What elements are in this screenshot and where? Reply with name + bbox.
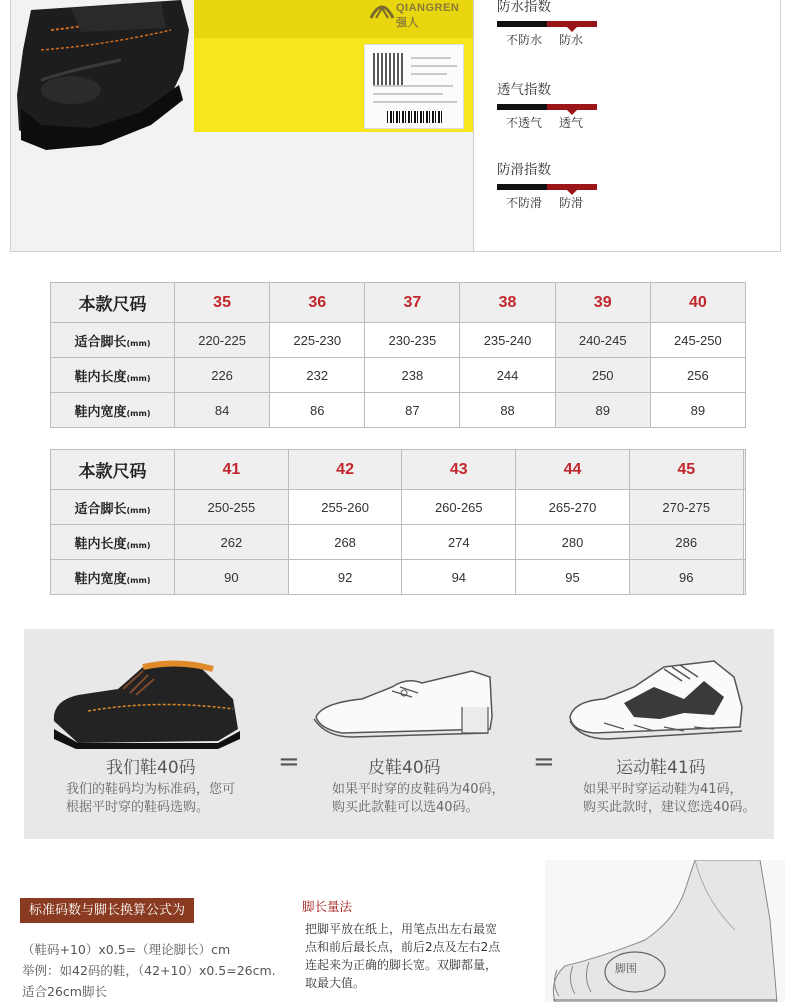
table-row: [51, 323, 746, 358]
compare-desc-line: 根据平时穿的鞋码选购。: [66, 800, 210, 815]
table-cell: 238: [365, 358, 460, 393]
table-cell: 270-275: [629, 490, 743, 525]
leather-shoe-icon: [312, 667, 502, 747]
formula-line: 适合26cm脚长: [22, 984, 107, 999]
size-cell: 42: [288, 450, 402, 490]
spec-low-label: 不防水: [506, 33, 543, 47]
size-cell: 37: [365, 283, 460, 323]
row-label-text: 鞋内宽度: [74, 404, 127, 420]
size-cell: 36: [270, 283, 365, 323]
table-cell: 94: [402, 560, 516, 595]
formula-line: （鞋码+10）x0.5=（理论脚长）cm: [22, 942, 231, 957]
compare-title: 运动鞋41码: [616, 758, 706, 778]
row-label: [51, 358, 175, 393]
table-cell: 244: [460, 358, 555, 393]
spec-title: 防水指数: [497, 0, 551, 15]
size-cell: 39: [555, 283, 650, 323]
spec-title: 防滑指数: [497, 162, 551, 178]
size-header-label: 本款尺码: [51, 450, 175, 490]
row-label: [51, 393, 175, 428]
table-cell: 286: [629, 525, 743, 560]
table-cell: 280: [516, 525, 630, 560]
equals-sign: =: [278, 747, 300, 777]
table-cell: 260-265: [402, 490, 516, 525]
row-label-text: 鞋内长度: [74, 369, 127, 385]
table-cell: 88: [460, 393, 555, 428]
table-row: [51, 525, 746, 560]
row-label-unit: (mm): [126, 575, 151, 585]
table-cell: 230-235: [365, 323, 460, 358]
compare-desc-line: 购买此款时，建议您选40码。: [583, 800, 756, 815]
table-cell: 255-260: [288, 490, 402, 525]
row-label-unit: (mm): [126, 505, 151, 515]
table-cell: 95: [516, 560, 630, 595]
measure-instructions: 把脚平放在纸上，用笔点出左右最宽点和前后最长点，前后2点及左右2点连起来为正确的脚长宽。双脚都量，取最大值。: [305, 922, 501, 990]
compare-title: 我们鞋40码: [106, 758, 196, 778]
spec-antislip: [497, 158, 597, 212]
table-cell: 225-230: [270, 323, 365, 358]
row-label-unit: (mm): [126, 408, 151, 418]
formula-title: 标准码数与脚长换算公式为: [20, 898, 194, 923]
spec-title: 透气指数: [497, 82, 551, 98]
spec-waterproof: [497, 0, 597, 49]
size-comparison-band: [24, 629, 774, 839]
panel-divider: [473, 0, 474, 251]
table-cell-empty: [743, 490, 745, 525]
table-cell: 87: [365, 393, 460, 428]
spec-low-label: 不透气: [506, 116, 543, 130]
spec-bar: [497, 21, 597, 27]
row-label-unit: (mm): [126, 338, 151, 348]
table-row: [51, 358, 746, 393]
table-cell-empty: [743, 525, 745, 560]
compare-title: 皮鞋40码: [368, 758, 441, 778]
compare-desc-line: 购买此款鞋可以选40码。: [332, 800, 479, 815]
brand-name-en: QIANGREN: [396, 2, 460, 14]
row-label: [51, 323, 175, 358]
size-cell-empty: [743, 450, 745, 490]
table-cell: 240-245: [555, 323, 650, 358]
table-cell: 250: [555, 358, 650, 393]
compare-desc-line: 如果平时穿的皮鞋码为40码，: [332, 782, 505, 797]
table-cell: 84: [175, 393, 270, 428]
table-cell: 96: [629, 560, 743, 595]
spec-breathable: [497, 78, 597, 132]
row-label-text: 鞋内长度: [74, 536, 127, 552]
brand-logo-icon: [369, 2, 395, 20]
size-cell: 44: [516, 450, 630, 490]
spec-high-label: 防水: [559, 33, 584, 47]
product-photo: [11, 0, 473, 251]
table-cell: 232: [270, 358, 365, 393]
row-label-unit: (mm): [126, 540, 151, 550]
row-label-text: 适合脚长: [74, 501, 127, 517]
table-cell: 220-225: [175, 323, 270, 358]
table-row: [51, 393, 746, 428]
size-cell: 41: [175, 450, 289, 490]
spec-labels: [497, 114, 597, 132]
safety-shoe-image: [11, 0, 201, 160]
table-cell: 89: [555, 393, 650, 428]
table-cell: 89: [650, 393, 745, 428]
spec-labels: [497, 194, 597, 212]
measure-title: 脚长量法: [302, 899, 353, 914]
size-cell: 40: [650, 283, 745, 323]
size-header-label: 本款尺码: [51, 283, 175, 323]
spec-bar: [497, 104, 597, 110]
table-cell: 235-240: [460, 323, 555, 358]
compare-desc-line: 我们的鞋码均为标准码，您可: [66, 782, 236, 797]
table-cell: 268: [288, 525, 402, 560]
size-cell: 43: [402, 450, 516, 490]
table-cell-empty: [743, 560, 745, 595]
row-label-text: 适合脚长: [74, 334, 127, 350]
size-cell: 45: [629, 450, 743, 490]
size-header-row: [51, 450, 746, 490]
foot-measure-figure: [545, 860, 785, 1002]
table-row: [51, 490, 746, 525]
foot-sketch-icon: [545, 860, 785, 1002]
formula-line: 举例：如42码的鞋，（42+10）x0.5=26cm.: [22, 963, 276, 978]
spec-bar: [497, 184, 597, 190]
size-cell: 38: [460, 283, 555, 323]
brand-name: [396, 2, 473, 30]
barcode-icon: [387, 111, 442, 123]
row-label-text: 鞋内宽度: [74, 571, 127, 587]
equals-sign: =: [533, 747, 555, 777]
size-header-row: [51, 283, 746, 323]
qr-code-icon: [373, 53, 405, 85]
row-label-unit: (mm): [126, 373, 151, 383]
table-cell: 250-255: [175, 490, 289, 525]
table-cell: 90: [175, 560, 289, 595]
brand-name-cn: 强人: [396, 17, 419, 29]
table-cell: 274: [402, 525, 516, 560]
compare-desc: [332, 781, 505, 817]
compare-desc: [583, 781, 756, 817]
size-table-1: [50, 282, 746, 428]
row-label: [51, 560, 175, 595]
table-cell: 92: [288, 560, 402, 595]
size-table-2: [50, 449, 746, 595]
compare-desc: [66, 781, 235, 817]
spec-labels: [497, 31, 597, 49]
compare-desc-line: 如果平时穿运动鞋为41码，: [583, 782, 743, 797]
table-cell: 86: [270, 393, 365, 428]
spec-high-label: 透气: [559, 116, 584, 130]
row-label: [51, 525, 175, 560]
table-cell: 265-270: [516, 490, 630, 525]
product-photo-panel: [10, 0, 781, 252]
table-cell: 226: [175, 358, 270, 393]
size-cell: 35: [175, 283, 270, 323]
sneaker-icon: [564, 657, 754, 747]
box-label-sticker: [364, 44, 464, 129]
spec-low-label: 不防滑: [506, 196, 543, 210]
row-label: [51, 490, 175, 525]
table-cell: 245-250: [650, 323, 745, 358]
foot-girth-label: 脚围: [615, 962, 637, 975]
table-cell: 262: [175, 525, 289, 560]
table-cell: 256: [650, 358, 745, 393]
safety-shoe-icon: [48, 659, 248, 749]
spec-high-label: 防滑: [559, 196, 584, 210]
table-row: [51, 560, 746, 595]
